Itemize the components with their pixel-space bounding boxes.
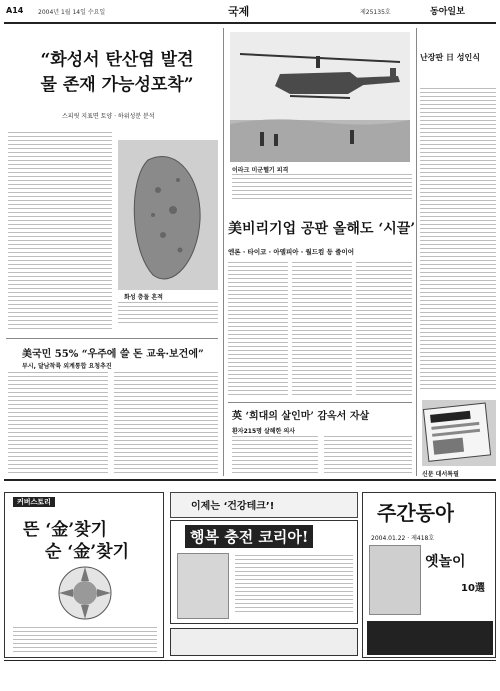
column-divider — [223, 28, 224, 476]
ad-happy-korea-text — [235, 555, 353, 617]
caption-body-mars — [118, 302, 218, 332]
article-body-enron-col2 — [292, 262, 352, 398]
ad-weekly-donga[interactable] — [362, 492, 496, 658]
section-divider — [228, 402, 412, 403]
article-body-enron-col3 — [356, 262, 412, 398]
photo-caption-helicopter: 이라크 미군헬기 피격 — [232, 167, 289, 174]
ad-cover-story[interactable] — [4, 492, 164, 658]
headline-nasa-poll: 美국민 55% “우주에 쓸 돈 교육·보건에” — [22, 349, 204, 360]
sidebar-headline: 난장판 日 성인식 — [420, 53, 480, 62]
ad-weekly-donga-title: 주간동아 — [377, 501, 455, 525]
masthead-logo: 동아일보 — [430, 7, 465, 17]
ad-weekly-donga-image — [369, 545, 421, 615]
ad-happy-korea-title: 행복 충전 코리아! — [185, 525, 313, 548]
issue-number: 제25135호 — [360, 9, 391, 16]
photo-caption-newspaper: 신문 대서특필 — [422, 471, 459, 478]
ad-section-rule — [4, 479, 496, 481]
ad-happy-korea[interactable] — [170, 520, 358, 624]
ad-cover-story-title-1: 뜬 ‘金’찾기 — [23, 520, 108, 540]
ad-bottom-promo[interactable] — [170, 628, 358, 656]
headline-mars-line2: 물 존재 가능성포착” — [40, 75, 194, 95]
subhead-mars: 스피릿 지표면 토양 · 하위성분 분석 — [62, 113, 155, 120]
sidebar-body — [420, 88, 496, 394]
header-rule — [4, 22, 496, 24]
article-body-shipman-col1 — [232, 436, 318, 476]
mars-rock-photo — [118, 140, 218, 290]
article-body-shipman-col2 — [324, 436, 412, 476]
ad-cover-illustration — [55, 565, 115, 621]
article-body-poll-col2 — [114, 372, 218, 476]
ad-weekly-donga-feature: 옛놀이 — [425, 554, 466, 570]
ad-cover-story-tag: 커버스토리 — [13, 497, 55, 507]
ad-weekly-donga-black-box — [367, 621, 493, 655]
footer-rule — [4, 660, 496, 661]
helicopter-photo — [230, 32, 410, 162]
section-divider — [6, 338, 218, 339]
ad-weekly-donga-count: 10選 — [461, 583, 485, 594]
subhead-enron: 엔론 · 타이코 · 아델피아 · 월드컴 등 줄이어 — [228, 248, 354, 256]
headline-shipman: 英 ‘희대의 살인마’ 감옥서 자살 — [232, 411, 370, 422]
headline-mars-line1: “화성서 탄산염 발견 — [40, 50, 194, 70]
caption-body-helicopter — [232, 174, 412, 208]
page-header — [0, 0, 500, 22]
article-body-mars — [8, 132, 112, 332]
ad-cover-story-title-2: 순 ‘金’찾기 — [45, 542, 130, 562]
photo-caption-mars: 화성 충돌 흔적 — [124, 294, 163, 301]
ad-weekly-donga-date: 2004.01.22 · 제418호 — [371, 535, 435, 542]
subhead-shipman: 환자215명 살해한 의사 — [232, 428, 296, 435]
newspaper-photo — [422, 400, 496, 466]
page-number: A14 — [6, 6, 24, 15]
subhead-nasa-poll: 부시, 달남착륙 외계통합 요청추진 — [22, 363, 112, 370]
ad-health-tech-title: 이제는 ‘건강테크’! — [191, 501, 275, 512]
ad-cover-story-text — [13, 627, 157, 655]
article-body-poll-col1 — [8, 372, 108, 476]
article-body-enron-col1 — [228, 262, 288, 398]
ad-health-tech[interactable] — [170, 492, 358, 518]
section-title: 국제 — [228, 5, 250, 18]
headline-enron: 美비리기업 공판 올해도 ‘시끌’ — [228, 221, 416, 237]
issue-date: 2004년 1월 14일 수요일 — [38, 9, 106, 16]
ad-happy-korea-image — [177, 553, 229, 619]
